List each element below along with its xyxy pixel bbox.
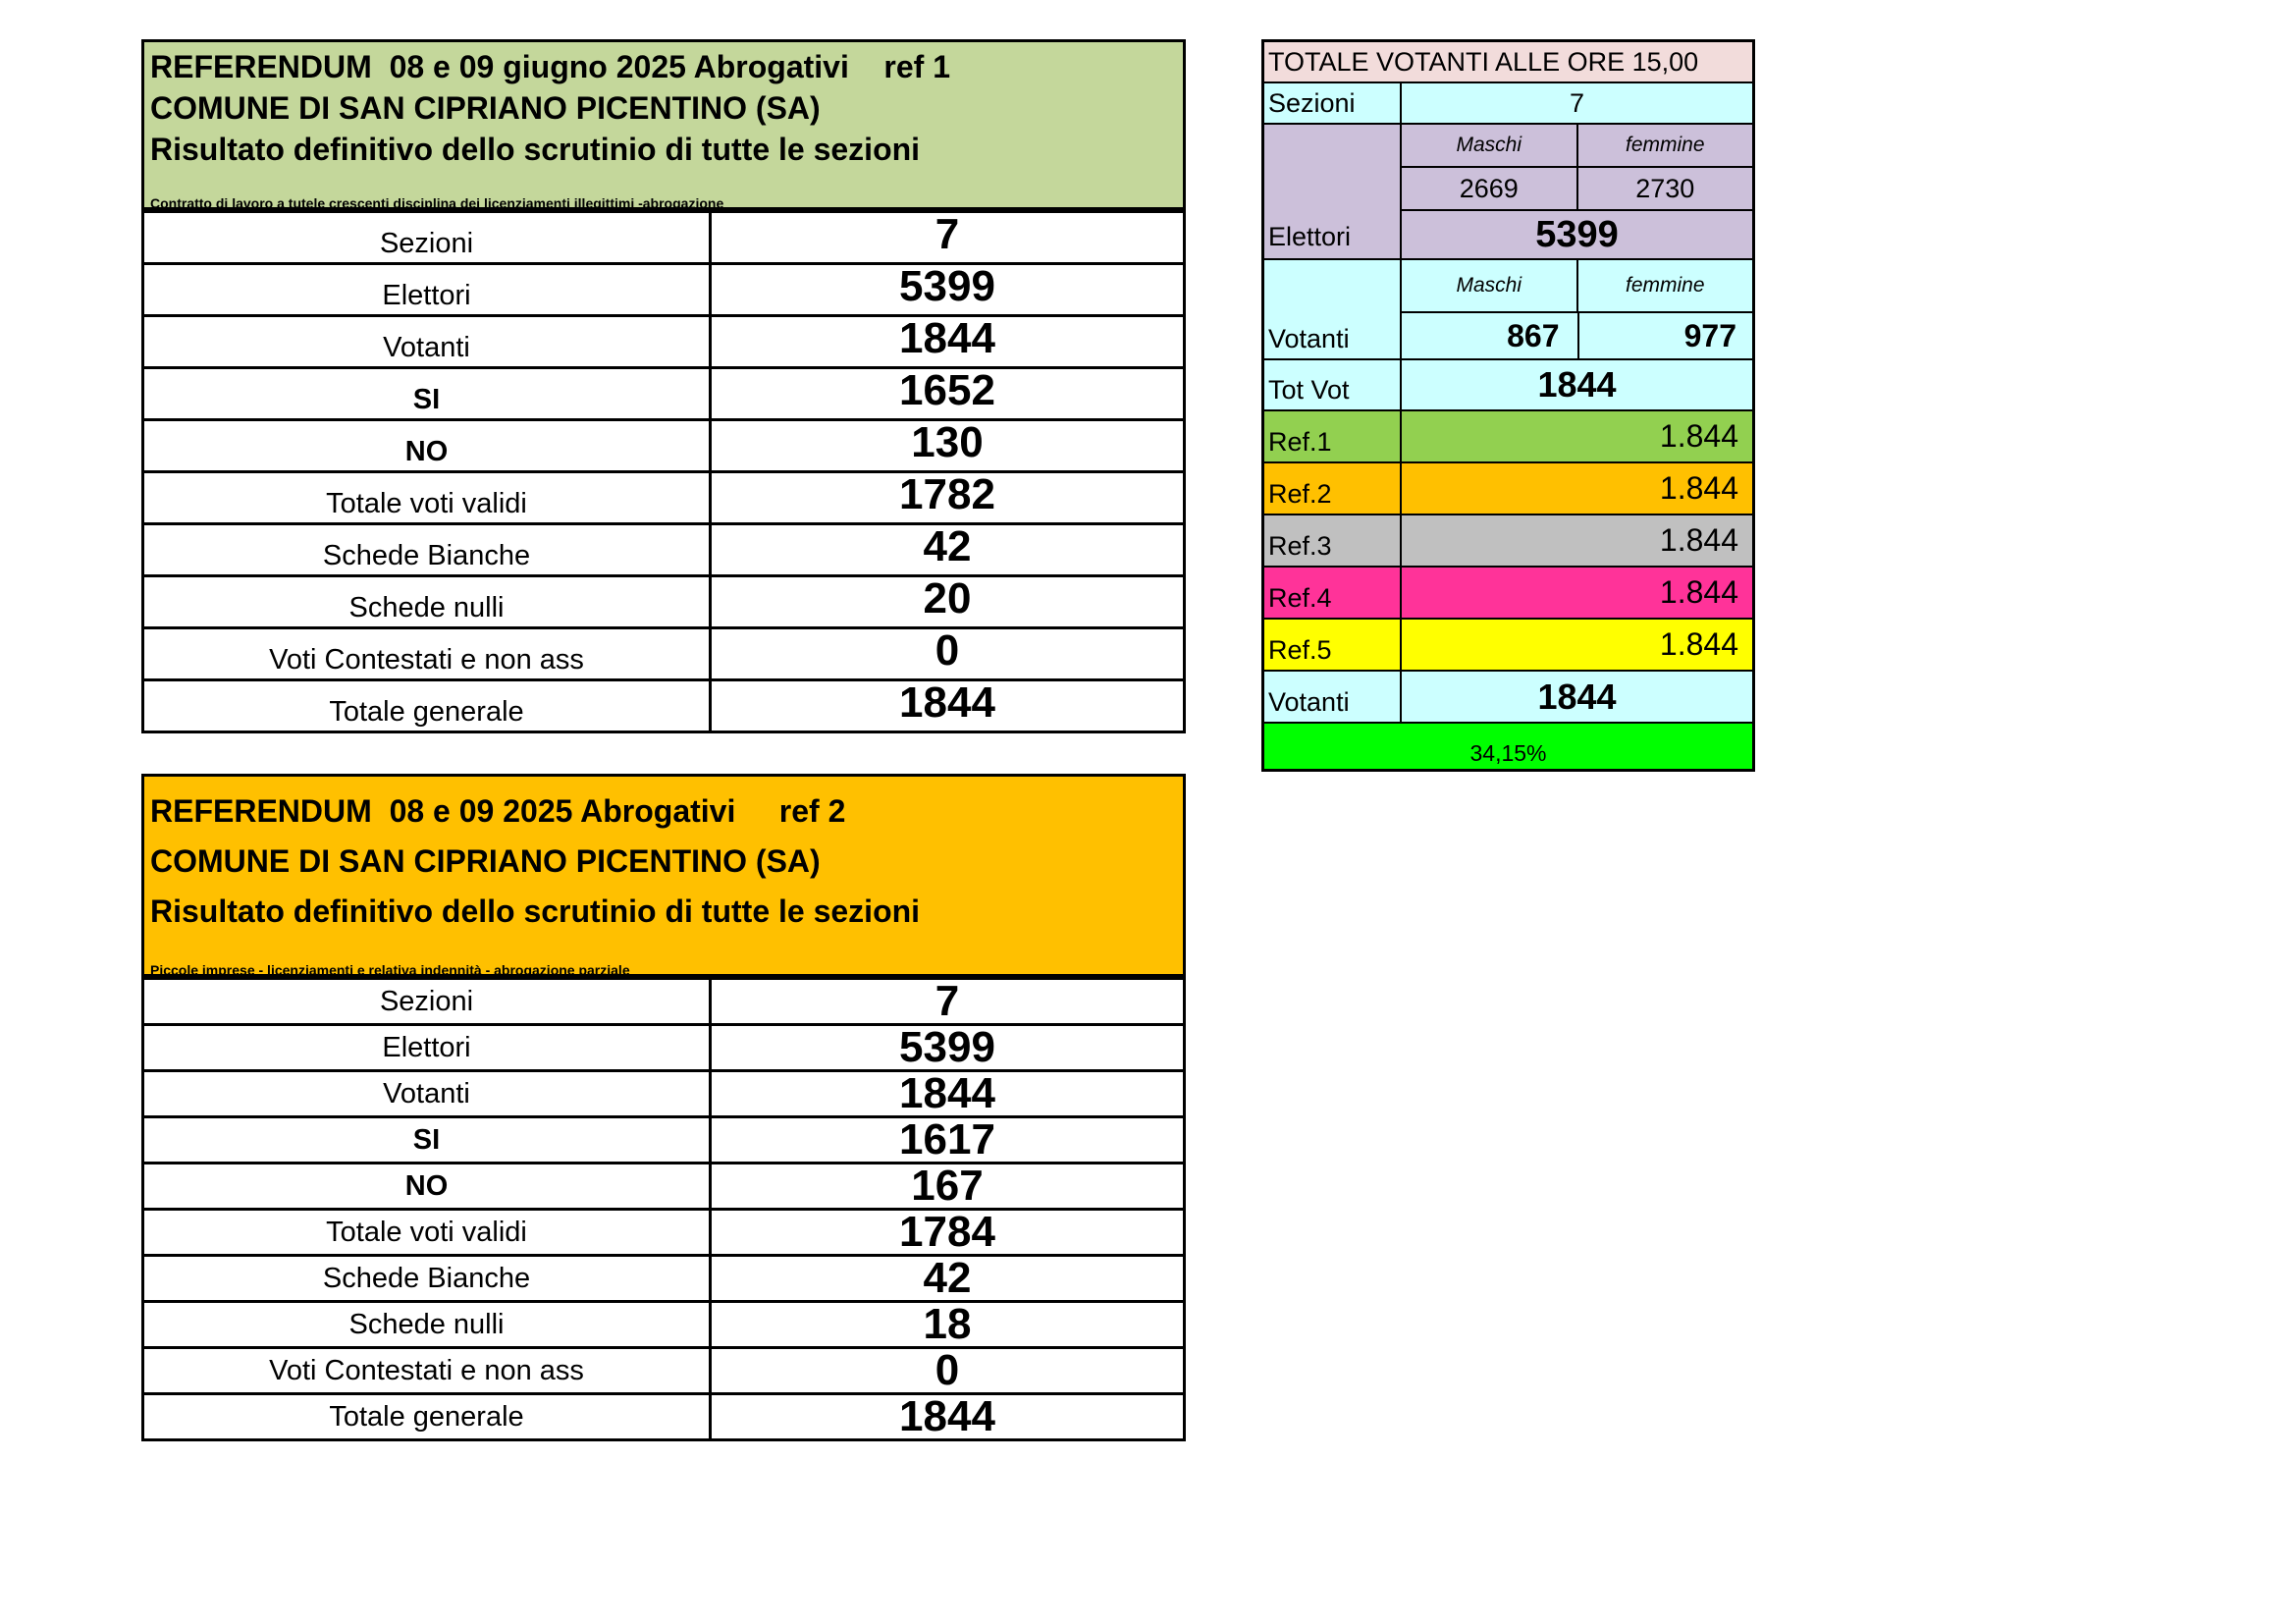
votanti-maschi-value: 867 xyxy=(1402,313,1579,358)
row-label: Totale voti validi xyxy=(144,473,712,522)
row-value: 1782 xyxy=(899,470,995,518)
ref-2-label: Ref.2 xyxy=(1264,463,1402,514)
votanti-final-label: Votanti xyxy=(1264,672,1402,722)
row-label: Voti Contestati e non ass xyxy=(144,629,712,678)
turnout-percentage: 34,15% xyxy=(1264,722,1752,769)
ref-1-row xyxy=(1264,409,1752,461)
ref-4-label: Ref.4 xyxy=(1264,568,1402,618)
votanti-block xyxy=(1264,258,1752,358)
votanti-label: Votanti xyxy=(1264,260,1402,358)
table-row xyxy=(144,977,1183,1023)
elettori-gender-headers xyxy=(1402,125,1752,166)
ref-4-value: 1.844 xyxy=(1659,574,1738,610)
table-row xyxy=(144,366,1183,418)
referendum-subject: Contratto di lavoro a tutele crescenti disciplina dei licenziamenti illegittimi -abrogazione xyxy=(150,195,724,211)
table-row xyxy=(144,1115,1183,1162)
ref-2-value: 1.844 xyxy=(1659,470,1738,506)
ref-1-value: 1.844 xyxy=(1659,418,1738,454)
row-label: Schede Bianche xyxy=(144,525,712,574)
row-label: SI xyxy=(144,1118,712,1162)
turnout-title: TOTALE VOTANTI ALLE ORE 15,00 xyxy=(1264,42,1752,81)
table-row xyxy=(144,418,1183,470)
referendum-2-header xyxy=(144,777,1183,977)
table-row xyxy=(144,1254,1183,1300)
votanti-gender-values xyxy=(1402,311,1752,358)
row-value: 130 xyxy=(911,418,984,466)
votanti-femmine-value: 977 xyxy=(1683,317,1736,353)
row-label: Totale voti validi xyxy=(144,1211,712,1254)
row-value: 1844 xyxy=(899,678,995,727)
elettori-breakdown xyxy=(1402,125,1752,258)
row-value: 20 xyxy=(923,574,972,623)
row-label: Sezioni xyxy=(144,980,712,1023)
votanti-gender-headers xyxy=(1402,260,1752,311)
row-value: 0 xyxy=(934,626,960,675)
ref-3-label: Ref.3 xyxy=(1264,515,1402,566)
table-row xyxy=(144,1208,1183,1254)
result-description: Risultato definitivo dello scrutinio di tutte le sezioni xyxy=(150,132,921,167)
ref-5-label: Ref.5 xyxy=(1264,620,1402,670)
municipality-name: COMUNE DI SAN CIPRIANO PICENTINO (SA) xyxy=(150,90,821,126)
tot-vot-row xyxy=(1264,358,1752,409)
result-description: Risultato definitivo dello scrutinio di tutte le sezioni xyxy=(150,893,921,929)
row-value: 7 xyxy=(934,977,960,1025)
row-label: Votanti xyxy=(144,317,712,366)
row-label: Elettori xyxy=(144,265,712,314)
ref-title: REFERENDUM 08 e 09 giugno 2025 Abrogativi ref 1 xyxy=(150,49,951,84)
table-row xyxy=(144,678,1183,731)
row-label: Votanti xyxy=(144,1072,712,1115)
maschi-header: Maschi xyxy=(1402,260,1578,311)
table-row xyxy=(144,1023,1183,1069)
row-value: 5399 xyxy=(899,262,995,310)
referendum-2-table xyxy=(141,774,1186,1441)
table-row xyxy=(144,1392,1183,1438)
row-value: 1844 xyxy=(899,314,995,362)
row-value: 1784 xyxy=(899,1208,995,1256)
ref-4-row xyxy=(1264,566,1752,618)
ref-title: REFERENDUM 08 e 09 2025 Abrogativi ref 2 xyxy=(150,793,846,829)
femmine-header: femmine xyxy=(1625,274,1705,297)
row-label: Schede nulli xyxy=(144,577,712,626)
table-row xyxy=(144,1346,1183,1392)
table-row xyxy=(144,574,1183,626)
municipality-name: COMUNE DI SAN CIPRIANO PICENTINO (SA) xyxy=(150,843,821,879)
ref-2-row xyxy=(1264,461,1752,514)
table-row xyxy=(144,522,1183,574)
row-value: 7 xyxy=(934,210,960,258)
ref-5-value: 1.844 xyxy=(1659,626,1738,662)
table-row xyxy=(144,314,1183,366)
row-label: Schede nulli xyxy=(144,1303,712,1346)
row-value: 42 xyxy=(923,1254,972,1302)
votanti-final-row xyxy=(1264,670,1752,722)
sezioni-value: 7 xyxy=(1569,87,1585,118)
row-label: NO xyxy=(144,1164,712,1208)
row-value: 1617 xyxy=(899,1115,995,1164)
row-label: Voti Contestati e non ass xyxy=(144,1349,712,1392)
table-row xyxy=(144,1069,1183,1115)
referendum-1-header xyxy=(144,42,1183,210)
femmine-header: femmine xyxy=(1625,134,1705,156)
elettori-block xyxy=(1264,123,1752,258)
elettori-maschi-value: 2669 xyxy=(1402,168,1578,209)
ref-3-value: 1.844 xyxy=(1659,522,1738,558)
row-value: 1652 xyxy=(899,366,995,414)
row-value: 18 xyxy=(923,1300,972,1348)
ref-3-row xyxy=(1264,514,1752,566)
row-value: 0 xyxy=(934,1346,960,1394)
sezioni-row xyxy=(1264,81,1752,123)
table-row xyxy=(144,1162,1183,1208)
row-value: 1844 xyxy=(899,1069,995,1117)
ref-5-row xyxy=(1264,618,1752,670)
row-label: Elettori xyxy=(144,1026,712,1069)
referendum-subject: Piccole imprese - licenziamenti e relativa indennità - abrogazione parziale xyxy=(150,962,630,978)
row-value: 1844 xyxy=(899,1392,995,1440)
table-row xyxy=(144,626,1183,678)
votanti-breakdown xyxy=(1402,260,1752,358)
votanti-final-value: 1844 xyxy=(1537,676,1617,717)
table-row xyxy=(144,1300,1183,1346)
elettori-femmine-value: 2730 xyxy=(1635,173,1695,203)
row-value: 167 xyxy=(911,1162,984,1210)
row-label: Sezioni xyxy=(144,213,712,262)
ref-1-label: Ref.1 xyxy=(1264,411,1402,461)
sezioni-label: Sezioni xyxy=(1264,83,1402,123)
row-label: NO xyxy=(144,421,712,470)
elettori-label: Elettori xyxy=(1264,125,1402,258)
row-label: SI xyxy=(144,369,712,418)
elettori-total-value: 5399 xyxy=(1402,209,1752,258)
tot-vot-value: 1844 xyxy=(1537,364,1617,405)
turnout-panel xyxy=(1261,39,1755,772)
elettori-gender-values xyxy=(1402,166,1752,209)
row-label: Totale generale xyxy=(144,681,712,731)
row-label: Schede Bianche xyxy=(144,1257,712,1300)
row-value: 5399 xyxy=(899,1023,995,1071)
row-label: Totale generale xyxy=(144,1395,712,1438)
table-row xyxy=(144,470,1183,522)
table-row xyxy=(144,262,1183,314)
maschi-header: Maschi xyxy=(1402,125,1578,166)
referendum-1-table xyxy=(141,39,1186,733)
table-row xyxy=(144,210,1183,262)
row-value: 42 xyxy=(923,522,972,570)
tot-vot-label: Tot Vot xyxy=(1264,360,1402,409)
